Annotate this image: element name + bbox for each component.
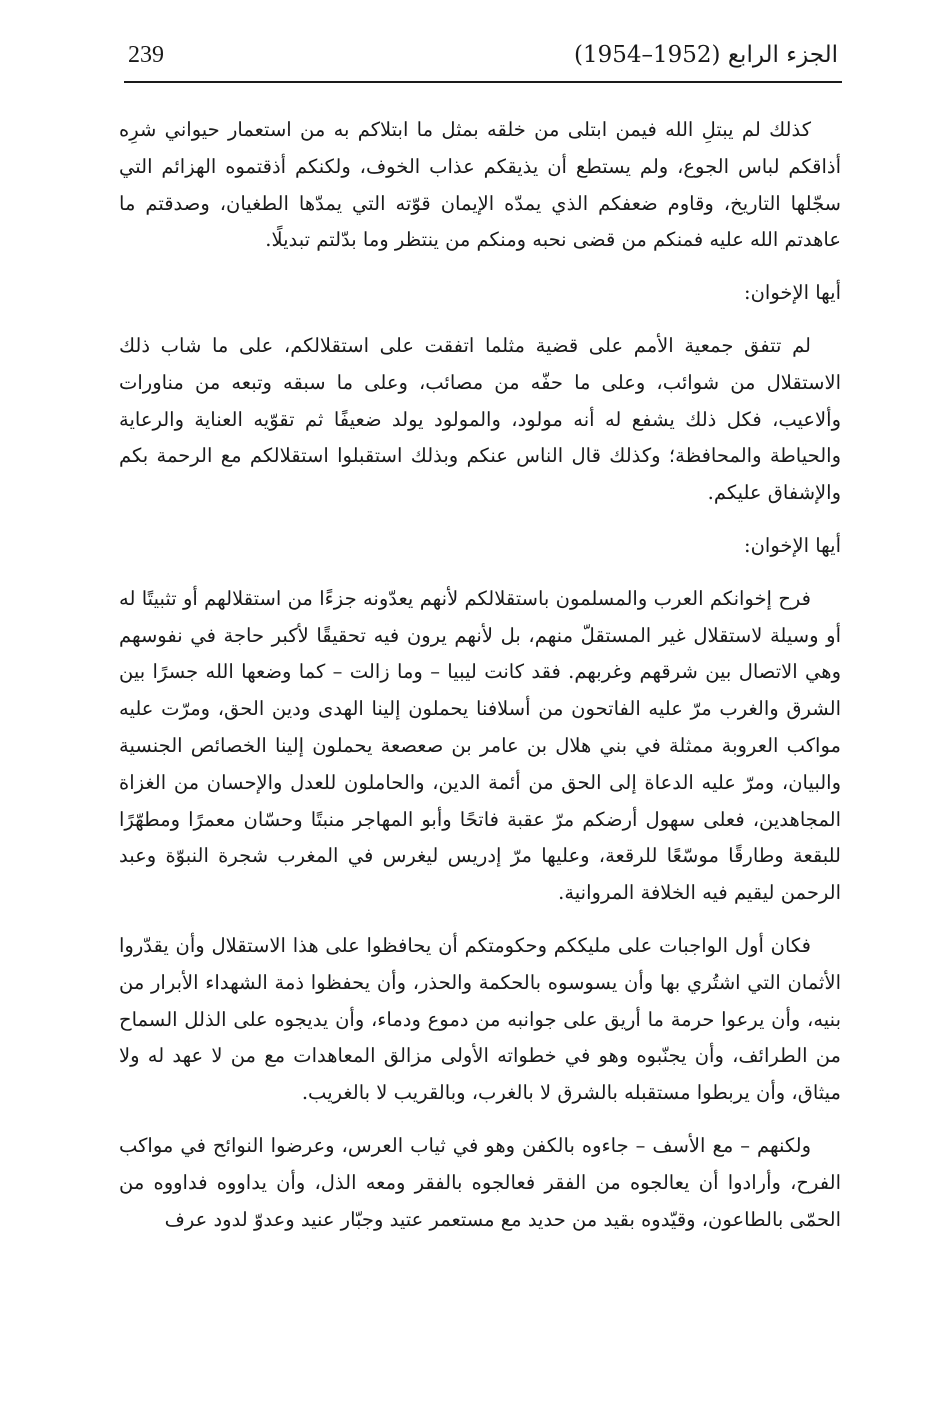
body-text [119, 112, 841, 1238]
paragraph-5: ولكنهم – مع الأسف – جاءوه بالكفن وهو في ثياب العرس، وعرضوا النوائح في مواكب الفرح، وأرادوا أن يعالجوه من الفقر فعالجوه بالفقر ومعه الذل، وأن يداووه فداووه من الحمّى بالطاعون، وقيّدوه بقيد من حديد مع مستعمر عتيد وجبّار عنيد وعدوّ لدود عرف [119, 1133, 841, 1231]
paragraph-1: كذلك لم يبتلِ الله فيمن ابتلى من خلقه بمثل ما ابتلاكم به من استعمار حيواني شرِه أذاقكم لباس الجوع، ولم يستطع أن يذيقكم عذاب الخوف، ولكنكم أذقتموه الهزائم التي سجّلها التاريخ، وقاوم ضعفكم الذي يمدّه الإيمان قوّته التي يمدّها الطغيان، وصدقتم ما عاهدتم الله عليه فمنكم من قضى نحبه ومنكم من ينتظر وما بدّلتم تبديلًا. [119, 118, 841, 252]
header-rule [124, 81, 842, 83]
paragraph-4: فكان أول الواجبات على مليككم وحكومتكم أن يحافظوا على هذا الاستقلال وأن يقدّروا الأثمان التي اشتُري بها وأن يسوسوه بالحكمة والحذر، وأن يحفظوا ذمة الشهداء الأبرار من بنيه، وأن يرعوا حرمة ما أريق على جوانبه من دموع ودماء، وأن يديجوه على الذلل السماح من الطرائف، وأن يجنّبوه وهو في خطواته الأولى مزالق المعاهدات مع من لا عهد له ولا ميثاق، وأن يربطوا مستقبله بالشرق لا بالغرب، وبالقريب لا بالغريب. [119, 933, 841, 1105]
page-header [124, 38, 842, 84]
page-number: 239 [128, 42, 164, 68]
address-heading-1: أيها الإخوان: [744, 281, 841, 305]
paragraph-3: فرح إخوانكم العرب والمسلمون باستقلالكم لأنهم يعدّونه جزءًا من استقلالهم أو تثبيتًا له أو وسيلة لاستقلال غير المستقلّ منهم، بل لأنهم يرون فيه تحقيقًا لأكبر حاجة في نفوسهم وهي الاتصال بين شرقهم وغربهم. فقد كانت ليبيا – وما زالت – كما وضعها الله جسرًا بين الشرق والغرب مرّ عليه الفاتحون من أسلافنا يحملون إلينا الهدى ودين الحق، ومرّت عليه مواكب العروبة ممثلة في بني هلال بن عامر بن صعصعة يحملون إلينا الخصائص الجنسية والبيان، ومرّ عليه الدعاة إلى الحق من أئمة الدين، والحاملون للعدل والإحسان من الغزاة المجاهدين، فعلى سهول أرضكم مرّ عقبة فاتحًا وأبو المهاجر منبتًا وحسّان معمرًا ومطهّرًا للبقعة وطارقًا موسّعًا للرقعة، وعليها مرّ إدريس ليغرس في المغرب شجرة النبوّة وعبد الرحمن ليقيم فيه الخلافة المروانية. [119, 586, 841, 905]
address-heading-2: أيها الإخوان: [744, 533, 841, 557]
paragraph-2: لم تتفق جمعية الأمم على قضية مثلما اتفقت على استقلالكم، على ما شاب ذلك الاستقلال من شوائب، وعلى ما حفّه من مصائب، وعلى ما سبقه وتبعه من مناورات وألاعيب، فكل ذلك يشفع له أنه مولود، والمولود يولد ضعيفًا ثم تقوّيه العناية والرعاية والحياطة والمحافظة؛ وكذلك قال الناس عنكم وبذلك استقبلوا استقلالكم مع الرحمة بكم والإشفاق عليكم. [119, 333, 841, 505]
running-head: الجزء الرابع (1952–1954) [573, 42, 838, 68]
